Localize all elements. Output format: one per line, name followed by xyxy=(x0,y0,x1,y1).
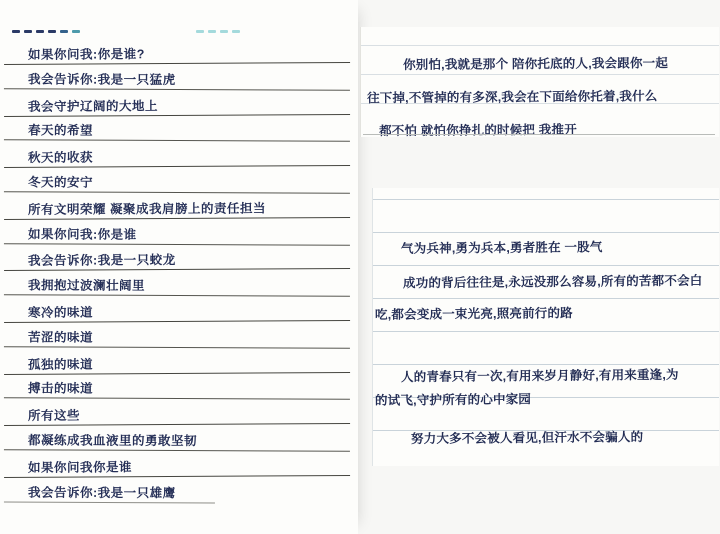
dash-mark xyxy=(196,30,204,33)
handwritten-line: 我会告诉你:我是一只雄鹰 xyxy=(4,476,215,503)
dash-mark xyxy=(60,30,68,33)
dash-mark xyxy=(220,30,228,33)
handwritten-line: 你别怕,我就是那个 陪你托底的人,我会跟你一起 xyxy=(402,56,669,72)
handwritten-line: 都凝练成我血液里的勇敢坚韧 xyxy=(4,424,350,451)
handwritten-line: 吃,都会变成一束光亮,照亮前行的路 xyxy=(374,306,573,322)
handwritten-line: 成功的背后往往是,永远没那么容易,所有的苦都不会白 xyxy=(402,273,703,291)
handwritten-line: 的试飞,守护所有的心中家园 xyxy=(374,392,532,408)
handwritten-line: 搏击的味道 xyxy=(4,373,350,400)
handwritten-line: 气为兵神,勇为兵本,勇者胜在 一股气 xyxy=(400,240,603,256)
handwritten-line: 苦涩的味道 xyxy=(4,321,350,348)
handwritten-line: 冬天的安宁 xyxy=(4,166,350,193)
binding-dash-marks-dark xyxy=(12,30,80,33)
handwritten-line: 我会守护辽阔的大地上 xyxy=(4,89,350,117)
dash-mark xyxy=(24,30,32,33)
handwritten-line: 所有文明荣耀 凝聚成我肩膀上的责任担当 xyxy=(4,192,350,220)
handwritten-line: 人的青春只有一次,有用来岁月静好,有用来重逢,为 xyxy=(400,367,679,385)
handwritten-line: 孤独的味道 xyxy=(4,347,350,375)
handwritten-line: 所有这些 xyxy=(4,398,350,426)
handwritten-line: 春天的希望 xyxy=(4,115,350,142)
handwritten-line: 都不怕 就怕你挣扎的时候把 我推开 xyxy=(378,122,577,139)
handwritten-line: 我拥抱过波澜壮阔里 xyxy=(4,269,350,296)
right-note-bottom xyxy=(372,188,719,466)
dash-mark xyxy=(72,30,80,33)
handwritten-line: 如果你问我你是谁 xyxy=(4,450,350,478)
dash-mark xyxy=(36,30,44,33)
dash-mark xyxy=(12,30,20,33)
handwritten-line: 我会告诉你:我是一只猛虎 xyxy=(4,63,350,90)
handwritten-line: 寒冷的味道 xyxy=(4,295,350,323)
right-note-top xyxy=(360,27,719,137)
dash-mark xyxy=(48,30,56,33)
dash-mark xyxy=(208,30,216,33)
handwritten-line: 秋天的收获 xyxy=(4,140,350,168)
dash-mark xyxy=(232,30,240,33)
handwritten-line: 如果你问我:你是谁? xyxy=(4,37,350,65)
poem-lines xyxy=(4,38,350,502)
handwritten-line: 努力大多不会被人看见,但汗水不会骗人的 xyxy=(410,429,644,447)
handwritten-line: 如果你问我:你是谁 xyxy=(4,218,350,245)
binding-dash-marks-teal xyxy=(196,30,240,33)
handwritten-line: 我会告诉你:我是一只蛟龙 xyxy=(4,243,350,271)
left-notebook-page xyxy=(0,0,358,534)
handwritten-line: 往下掉,不管掉的有多深,我会在下面给你托着,我什么 xyxy=(366,89,658,106)
